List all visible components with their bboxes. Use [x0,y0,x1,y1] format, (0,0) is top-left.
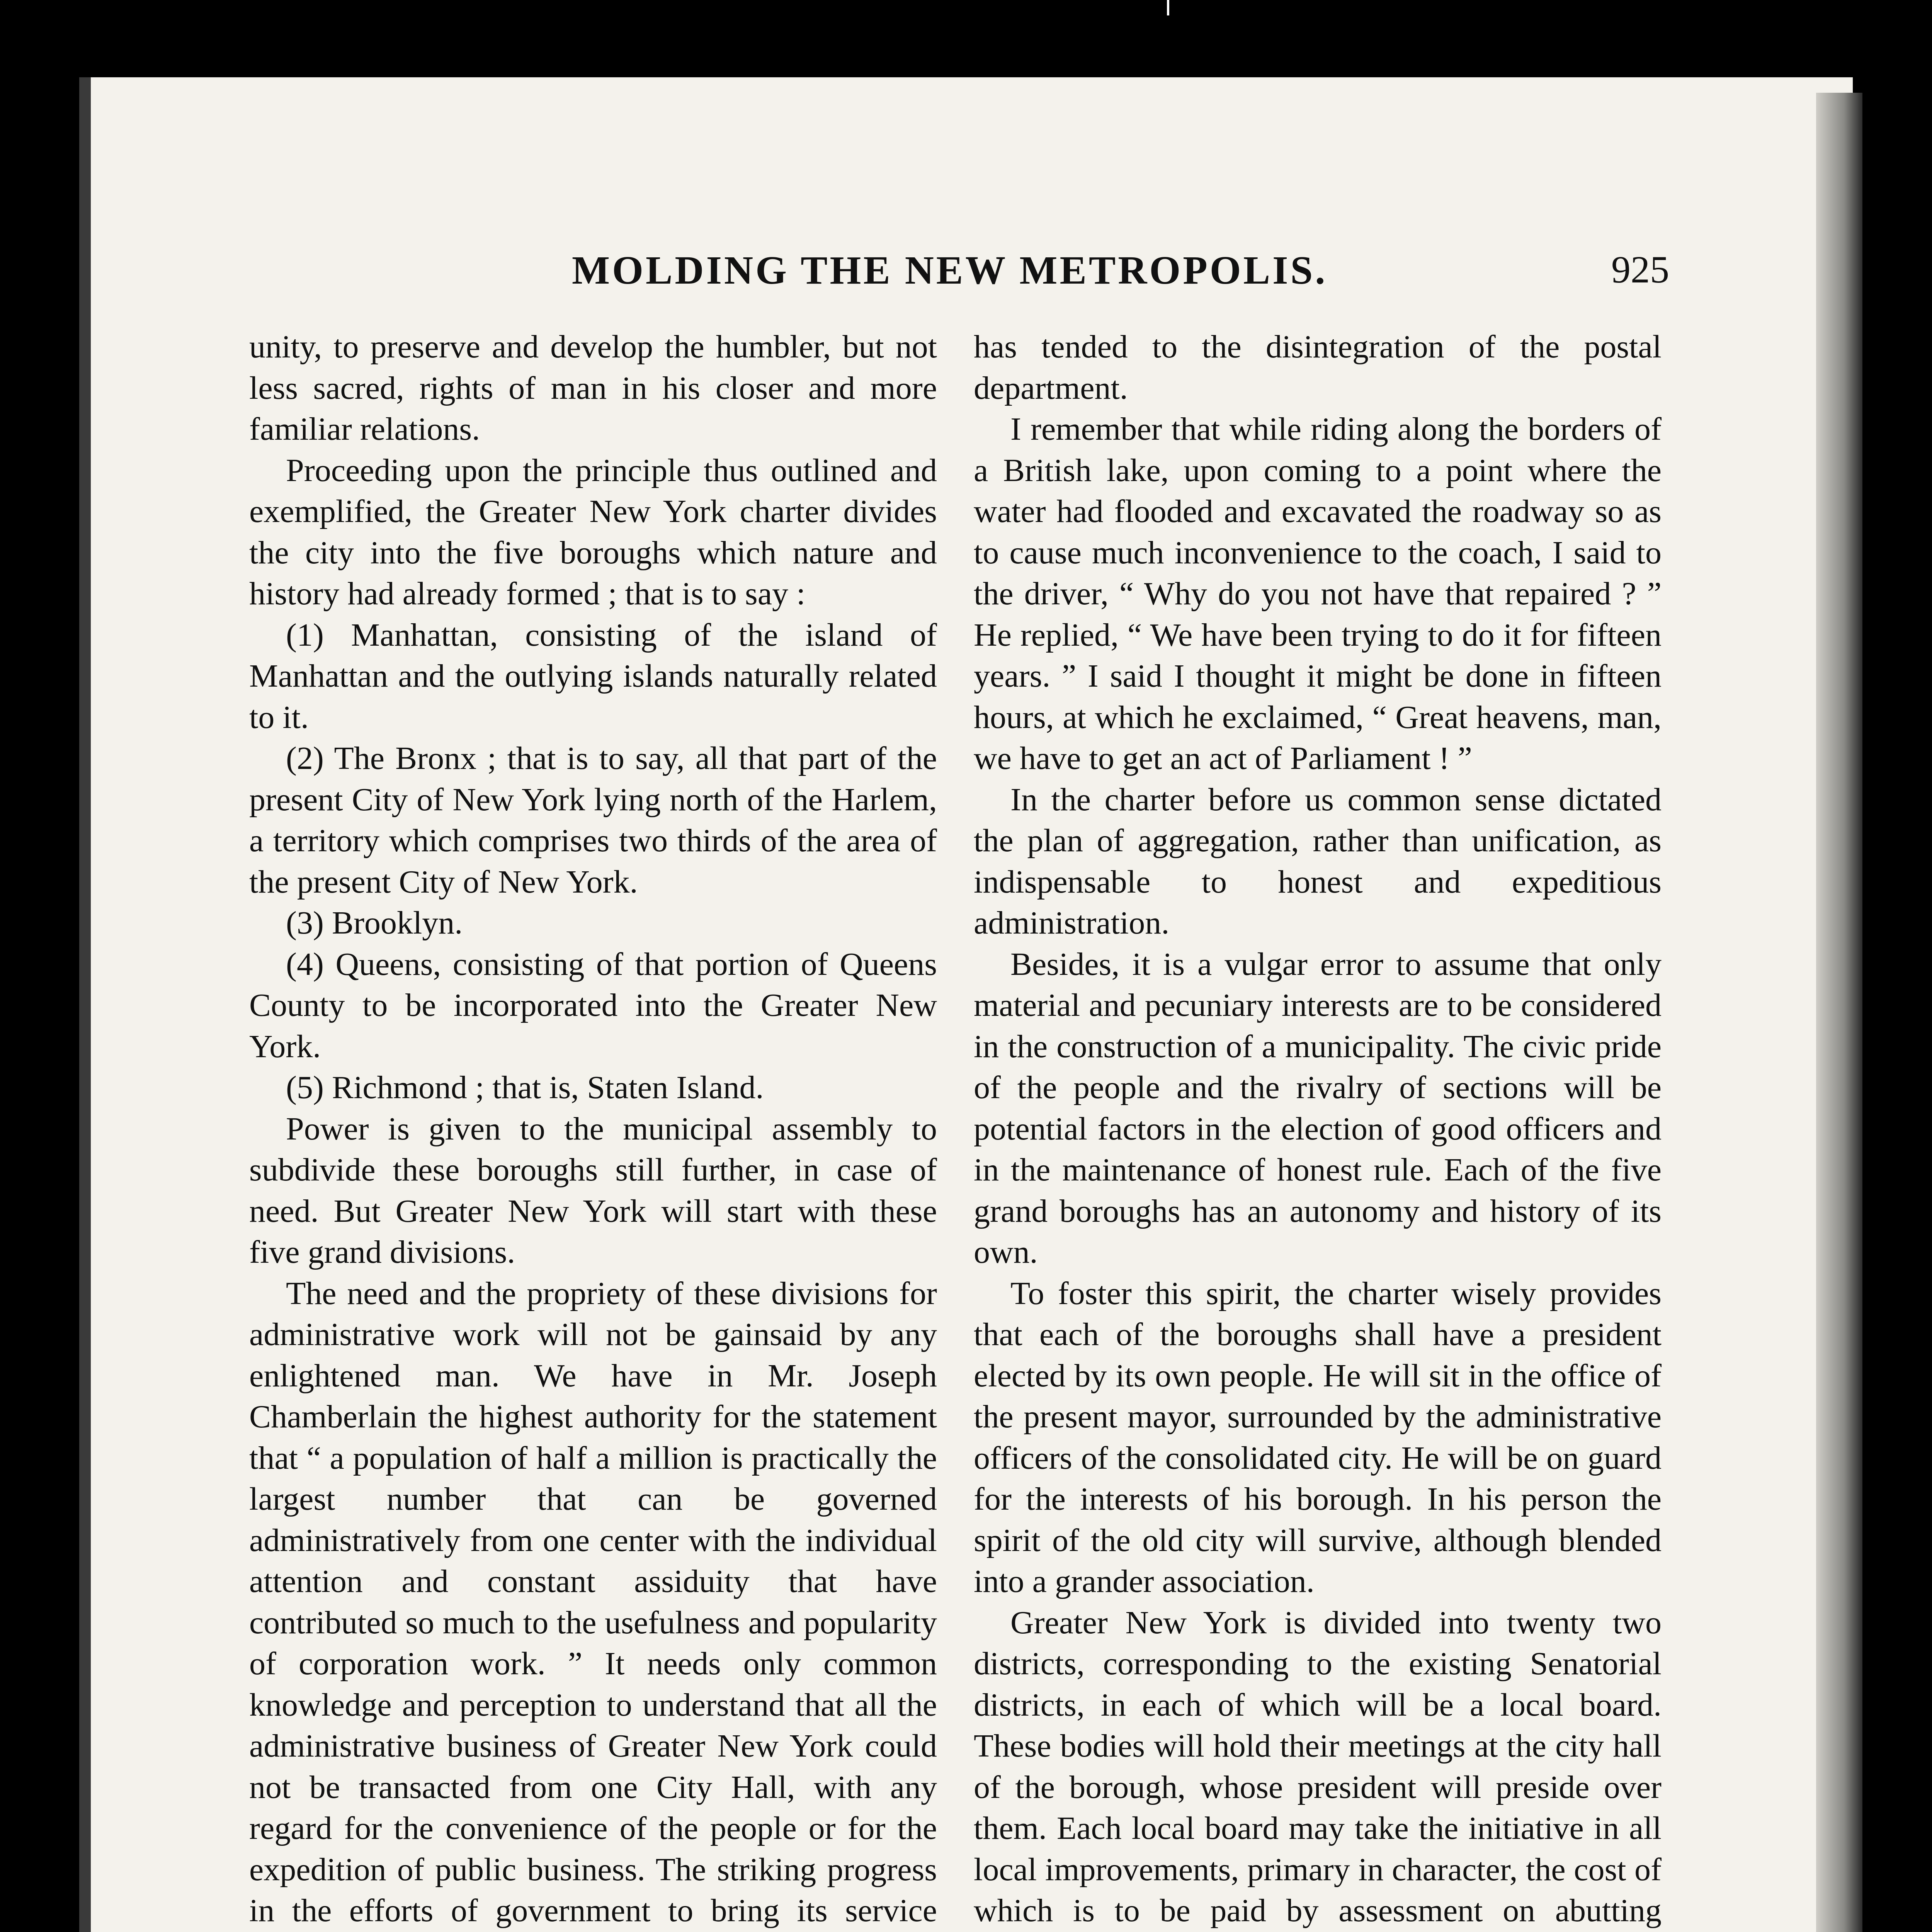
paragraph: (1) Manhattan, consisting of the island of Manhattan and the outlying islands naturally related to it. [249,617,937,735]
top-tick-mark [1167,0,1169,15]
paragraph: Besides, it is a vulgar error to assume that only material and pecuniary interests are to be considered in the construction of a municipality. The civic pride of the people and the rivalry of sections will be potential factors in the election of good officers and in the maintenance of honest rule. Each of the five grand boroughs has an autonomy and history of its own. [974,946,1662,1270]
paragraph: (5) Richmond ; that is, Staten Island. [286,1070,764,1105]
paragraph: Greater New York is divided into twenty two districts, corresponding to the existing Senatorial districts, in each of which will be a local board. These bodies will hold their meetings at the city hall of the borough, whose president will preside over them. Each local board may take the initiative in all local improvements, primary in character, the cost of which is to be paid by assessment on abutting [974,1604,1662,1929]
page-header [247,247,1669,301]
page-number: 925 [1611,248,1669,291]
paragraph: I remember that while riding along the borders of a British lake, upon coming to a point where the water had flooded and excavated the roadway so as to cause much inconvenience to the coach, I said to the driver, “ Why do you not have that repaired ? ” He replied, “ We have been trying to do it for fifteen years. ” I said I thought it might be done in fifteen hours, at which he exclaimed, “ Great heavens, man, we have to get an act of Parliament ! ” [974,411,1662,776]
right-text-column [974,327,1662,1932]
paragraph: (2) The Bronx ; that is to say, all that part of the present City of New York lying north of the Harlem, a territory which comprises two thirds of the area of the present City of New York. [249,740,937,900]
paragraph: (3) Brooklyn. [286,905,463,941]
paragraph: Proceeding upon the principle thus outlined and exemplified, the Greater New York charter divides the city into the five boroughs which nature and history had already formed ; that is to say : [249,452,937,612]
left-text-column [249,327,937,1932]
paragraph: The need and the propriety of these divisions for administrative work will not be gainsaid by any enlightened man. We have in Mr. Joseph Chamberlain the highest authority for the statement that “ a population of half a million is practically the largest number that can be governed administratively from one center with the individual attention and constant assiduity that have contributed so much to the usefulness and popularity of corporation work. ” It needs only common knowledge and perception to understand that all the administrative business of Greater New York could not be transacted from one City Hall, with any regard for the convenience of the people or for the expedition of public business. The striking progress in the efforts of government to bring its service [249,1275,937,1929]
paragraph: Power is given to the municipal assembly to subdivide these boroughs still further, in case of need. But Greater New York will start with these five grand divisions. [249,1111,937,1270]
paragraph: unity, to preserve and develop the humbler, but not less sacred, rights of man in his closer and more familiar relations. [249,329,937,447]
running-title: MOLDING THE NEW METROPOLIS. [572,248,1328,293]
paragraph: To foster this spirit, the charter wisely provides that each of the boroughs shall have a president elected by its own people. He will sit in the office of the present mayor, surrounded by the administrative officers of the consolidated city. He will be on guard for the interests of his borough. In his person the spirit of the old city will survive, although blended into a grander association. [974,1275,1662,1599]
page-edge-shadow [1816,93,1862,1932]
paragraph: (4) Queens, consisting of that portion of Queens County to be incorporated into the Greater New York. [249,946,937,1065]
paragraph: In the charter before us common sense dictated the plan of aggregation, rather than unification, as indispensable to honest and expeditious administration. [974,781,1662,941]
paragraph: has tended to the disintegration of the postal department. [974,329,1662,406]
